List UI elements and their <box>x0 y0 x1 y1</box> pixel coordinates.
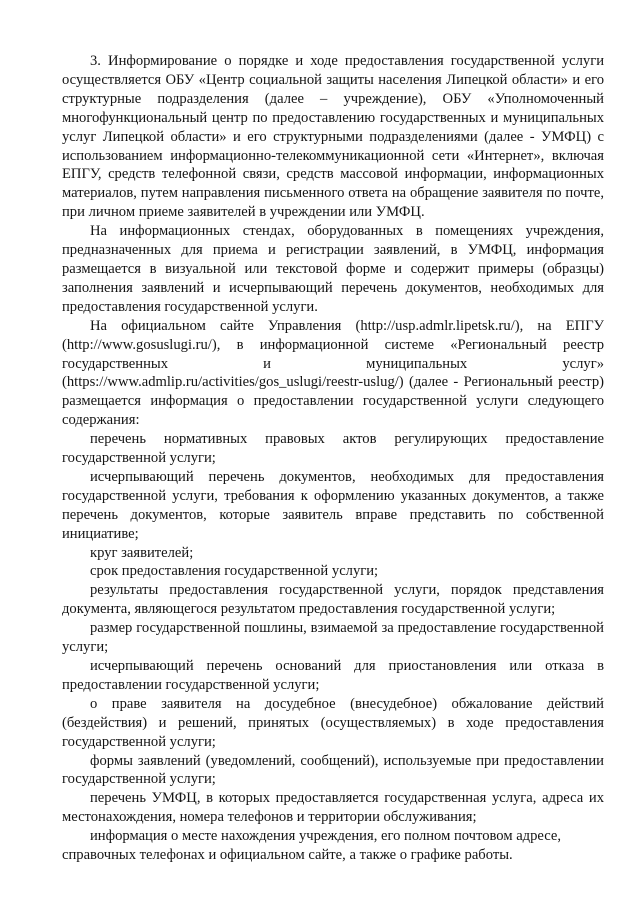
paragraph-informing-procedure: 3. Информирование о порядке и ходе предоставления государственной услуги осуществляется ОБУ «Центр социальной защиты населения Липецкой области» и его структурные подразделения (далее – учреждение), ОБУ «Уполномоченный многофункциональный центр по предоставлению государственных и муниципальных услуг Липецкой области» и его структурными подразделениями (далее - УМФЦ) с использованием информационно-телекоммуникационной сети «Интернет», включая ЕПГУ, средств телефонной связи, средств массовой информации, информационных материалов, путем направления письменного ответа на обращение заявителя по почте, при личном приеме заявителей в учреждении или УМФЦ. <box>62 53 604 221</box>
list-item-service-results: результаты предоставления государственной услуги, порядок представления документа, являющегося результатом предоставления государственной услуги; <box>62 582 604 618</box>
paragraph-official-site: На официальном сайте Управления (http://usp.admlr.lipetsk.ru/), на ЕПГУ (http://www.gosuslugi.ru/), в информационной системе «Региональный реестр государственных и муниципальных услуг» (https://www.admlip.ru/activities/gos_uslugi/reestr-uslug/) (далее - Региональный реестр) размещается информация о предоставлении государственной услуги следующего содержания: <box>62 317 604 429</box>
list-item-normative-acts: перечень нормативных правовых актов регулирующих предоставление государственной услуги; <box>62 431 604 467</box>
list-item-state-fee: размер государственной пошлины, взимаемой за предоставление государственной услуги; <box>62 620 604 656</box>
document-page <box>62 52 604 865</box>
list-item-refusal-grounds: исчерпывающий перечень оснований для приостановления или отказа в предоставлении государственной услуги; <box>62 658 604 693</box>
paragraph-information-stands: На информационных стендах, оборудованных в помещениях учреждения, предназначенных для приема и регистрации заявлений, в УМФЦ, информация размещается в визуальной или текстовой форме и содержит примеры (образцы) заполнения заявлений и исчерпывающий перечень документов, необходимых для предоставления государственной услуги. <box>62 223 604 315</box>
list-item-applicants: круг заявителей; <box>90 544 194 561</box>
list-item-umfc-list: перечень УМФЦ, в которых предоставляется государственная услуга, адреса их местонахождения, номера телефонов и территории обслуживания; <box>62 790 604 826</box>
list-item-documents-list: исчерпывающий перечень документов, необходимых для предоставления государственной услуги, требования к оформлению указанных документов, а также перечень документов, которые заявитель вправе представить по собственной инициативе; <box>62 468 604 542</box>
list-item-institution-location: информация о месте нахождения учреждения, его полном почтовом адресе, справочных телефонах и официальном сайте, а также о графике работы. <box>62 828 562 864</box>
list-item-appeal-right: о праве заявителя на досудебное (внесудебное) обжалование действий (бездействия) и решений, принятых (осуществляемых) в ходе предоставления государственной услуги; <box>62 695 604 750</box>
list-item-service-term: срок предоставления государственной услуги; <box>90 563 379 580</box>
list-item-application-forms: формы заявлений (уведомлений, сообщений), используемые при предоставлении государственной услуги; <box>62 752 604 788</box>
